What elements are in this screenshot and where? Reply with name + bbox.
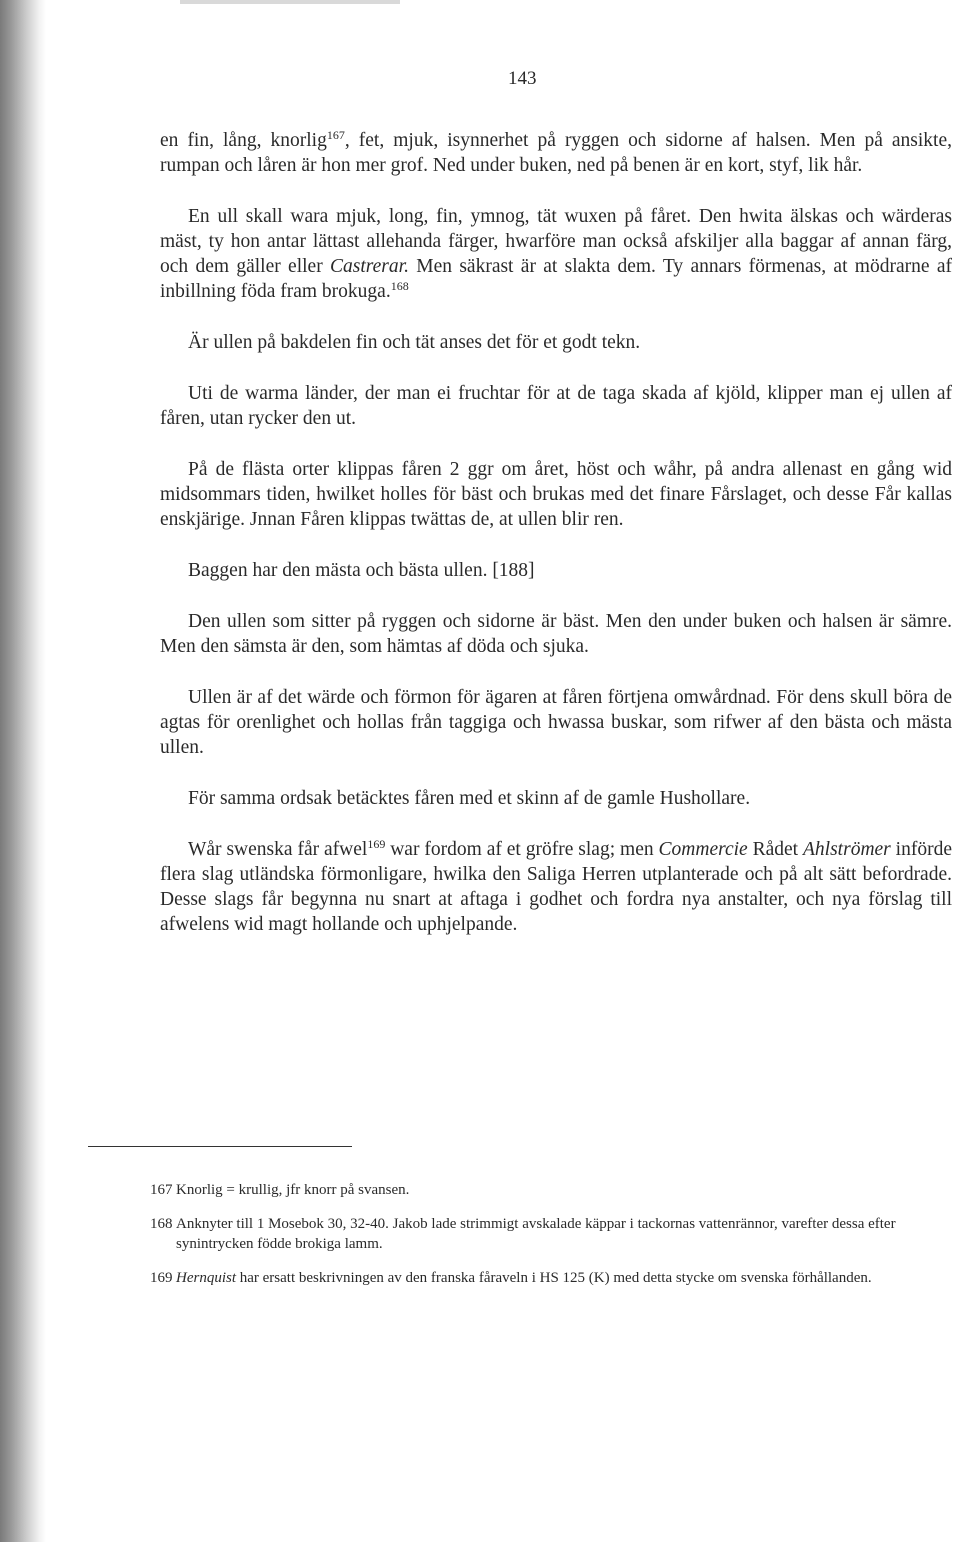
footnote-text-run: Knorlig = krullig, jfr knorr på svansen. xyxy=(176,1182,410,1198)
footnote-divider xyxy=(88,1146,352,1147)
text-run: Rådet xyxy=(747,839,804,860)
footnote-reference: 167 xyxy=(326,128,345,142)
footnote-text-italic: Hernquist xyxy=(176,1270,236,1286)
text-run: en fin, lång, knorlig xyxy=(160,130,327,151)
text-run: Ullen är af det wärde och förmon för ägaren at fåren förtjena omwårdnad. För dens skull böra de agtas för orenlighet och hollas från taggiga och hwassa buskar, som rifwer af den bästa och mästa ullen. xyxy=(160,687,952,758)
text-run: war fordom af et gröfre slag; men xyxy=(385,839,659,860)
page-top-edge xyxy=(180,0,400,4)
footnote-number: 168 xyxy=(150,1216,173,1232)
paragraph xyxy=(160,558,952,583)
paragraph xyxy=(160,204,952,304)
text-italic: Ahlströmer xyxy=(803,839,891,860)
text-run: Är ullen på bakdelen fin och tät anses det för et godt tekn. xyxy=(188,332,641,353)
footnote-text-run: har ersatt beskrivningen av den franska fåraveln i HS 125 (K) med detta stycke om svenska förhållanden. xyxy=(236,1270,872,1286)
footnote-reference: 169 xyxy=(367,837,386,851)
page-number: 143 xyxy=(508,68,537,89)
paragraph xyxy=(160,128,952,178)
text-italic: Castrerar. xyxy=(330,256,409,277)
paragraph xyxy=(160,609,952,659)
text-run: Wår swenska får afwel xyxy=(188,839,368,860)
text-run: För samma ordsak betäcktes fåren med et skinn af de gamle Hushollare. xyxy=(188,788,751,809)
footnotes xyxy=(150,1180,950,1302)
footnote-number: 169 xyxy=(150,1270,173,1286)
paragraph xyxy=(160,330,952,355)
book-spine-shadow xyxy=(0,0,46,1542)
text-run: , fet, mjuk, isynnerhet på ryggen och sidorne af halsen. Men på ansikte, rumpan och låren är hon mer grof. Ned under buken, ned på benen är en kort, styf, lik hår. xyxy=(160,130,953,176)
text-run: Den ullen som sitter på ryggen och sidorne är bäst. Men den under buken och halsen är sämre. Men den sämsta är den, som hämtas af döda och sjuka. xyxy=(160,611,952,657)
text-run: Uti de warma länder, der man ei fruchtar för at de taga skada af kjöld, klipper man ej ullen af fåren, utan rycker den ut. xyxy=(160,383,952,429)
paragraph xyxy=(160,457,952,532)
paragraph xyxy=(160,381,952,431)
footnote-reference: 168 xyxy=(390,279,409,293)
footnote xyxy=(150,1214,950,1254)
text-run: införde flera slag utländska förmonligare, hwilka den Saliga Herren utplanterade och på alt sätt befordrade. Desse slags får begynna nu snart at aftaga i godhet och fordra nya anstalter, och nya förslag till afwelens wid magt hollande och uphjelpande. xyxy=(160,839,952,935)
footnote-text xyxy=(176,1214,950,1254)
paragraph xyxy=(160,786,952,811)
footnote-text xyxy=(176,1268,950,1288)
footnote-text-run: Anknyter till 1 Mosebok 30, 32-40. Jakob lade strimmigt avskalade käppar i tackornas vattenrännor, varefter dessa efter synintrycken födde brokiga lamm. xyxy=(176,1216,896,1252)
paragraph xyxy=(160,837,952,937)
text-run: Baggen har den mästa och bästa ullen. [188] xyxy=(188,560,535,581)
text-run: Men säkrast är at slakta dem. Ty annars förmenas, at mödrarne af inbillning föda fram brokuga. xyxy=(160,256,952,302)
footnote xyxy=(150,1268,950,1288)
body-text xyxy=(160,128,952,963)
footnote xyxy=(150,1180,950,1200)
footnote-text xyxy=(176,1180,950,1200)
text-italic: Commercie xyxy=(658,839,748,860)
text-run: På de flästa orter klippas fåren 2 ggr om året, höst och wåhr, på andra allenast en gång wid midsommars tiden, hwilket holles för bäst och brukas med det finare Fårslaget, och desse Får kallas enskjärige. Jnnan Fåren klippas twättas de, at ullen blir ren. xyxy=(160,459,952,530)
footnote-number: 167 xyxy=(150,1182,173,1198)
text-run: En ull skall wara mjuk, long, fin, ymnog, tät wuxen på fåret. Den hwita älskas och wärderas mäst, ty hon antar lättast allehanda färger, hwarföre man också afskiljer alla baggar af annan färg, och dem gäller eller xyxy=(160,206,952,277)
paragraph xyxy=(160,685,952,760)
